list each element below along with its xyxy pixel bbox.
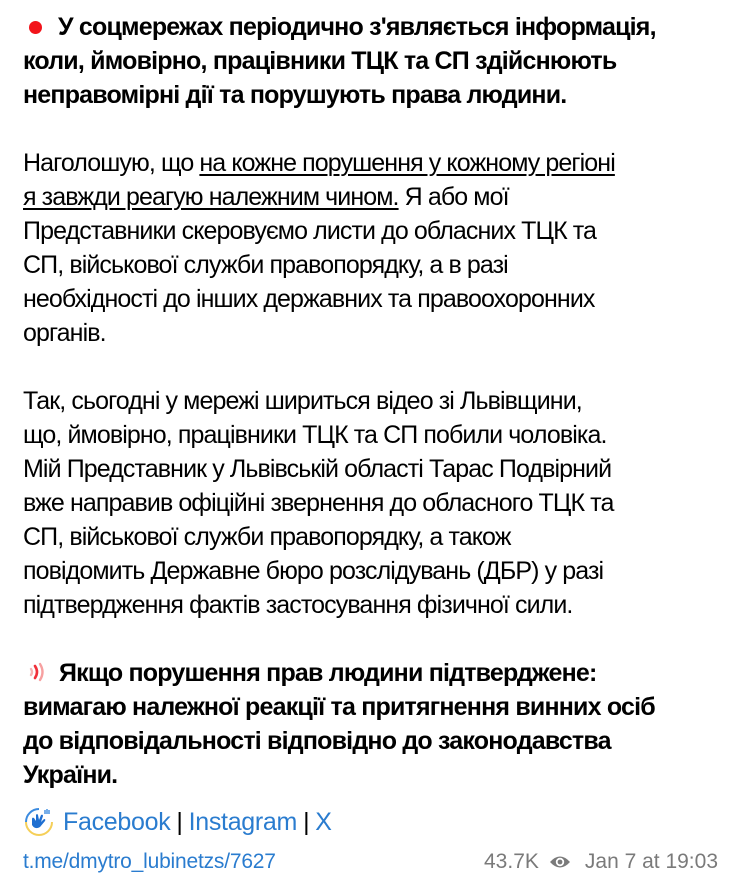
paragraph-line: що, ймовірно, працівники ТЦК та СП побили чоловіка. [23, 421, 607, 449]
paragraph-response [23, 146, 723, 350]
paragraph-intro [23, 10, 723, 112]
ombudsman-logo-icon [23, 806, 55, 838]
paragraph-line: я завжди реагую належним чином. Я або мої [23, 183, 509, 211]
paragraph-line: неправомірні дії та порушують права людини. [23, 81, 567, 109]
paragraph-line: Наголошую, що на кожне порушення у кожному регіоні [23, 149, 615, 177]
underlined-text: я завжди реагую належним чином. [23, 183, 399, 211]
sound-waves-icon [25, 662, 47, 682]
link-separator: | [176, 808, 183, 836]
paragraph-line: до відповідальності відповідно до законодавства [23, 727, 611, 755]
instagram-link[interactable]: Instagram [188, 808, 298, 836]
paragraph-line: вже направив офіційні звернення до обласного ТЦК та [23, 489, 614, 517]
red-circle-icon [29, 21, 42, 34]
link-separator: | [303, 808, 310, 836]
paragraph-line: України. [23, 761, 118, 789]
paragraph-line: У соцмережах періодично з'являється інформація, [23, 10, 723, 44]
message-footer [23, 846, 718, 878]
paragraph-line: органів. [23, 319, 106, 347]
eye-icon [549, 854, 571, 870]
underlined-text: на кожне порушення у кожному регіоні [199, 149, 615, 177]
paragraph-line: СП, військової служби правопорядку, а в разі [23, 251, 508, 279]
view-count: 43.7K [484, 850, 539, 873]
paragraph-line: повідомить Державне бюро розслідувань (ДБР) у разі [23, 557, 604, 585]
paragraph-line: Представники скеровуємо листи до обласних ТЦК та [23, 217, 597, 245]
message-meta [484, 850, 718, 874]
timestamp: Jan 7 at 19:03 [584, 850, 718, 873]
paragraph-line: Так, сьогодні у мережі шириться відео зі Львівщини, [23, 387, 582, 415]
paragraph-lviv-case [23, 384, 723, 622]
paragraph-line: підтвердження фактів застосування фізичної сили. [23, 591, 573, 619]
x-link[interactable]: X [315, 808, 332, 836]
paragraph-line: необхідності до інших державних та правоохоронних [23, 285, 595, 313]
paragraph-line: вимагаю належної реакції та притягнення винних осіб [23, 693, 655, 721]
paragraph-line: СП, військової служби правопорядку, а також [23, 523, 511, 551]
post-permalink[interactable]: t.me/dmytro_lubinetzs/7627 [23, 850, 276, 873]
social-links [23, 805, 332, 839]
facebook-link[interactable]: Facebook [63, 808, 171, 836]
paragraph-demand [23, 656, 723, 792]
message-body [23, 10, 723, 826]
paragraph-line: коли, ймовірно, працівники ТЦК та СП здійснюють [23, 47, 617, 75]
paragraph-line: Якщо порушення прав людини підтверджене: [23, 656, 723, 690]
paragraph-line: Мій Представник у Львівській області Тарас Подвірний [23, 455, 612, 483]
